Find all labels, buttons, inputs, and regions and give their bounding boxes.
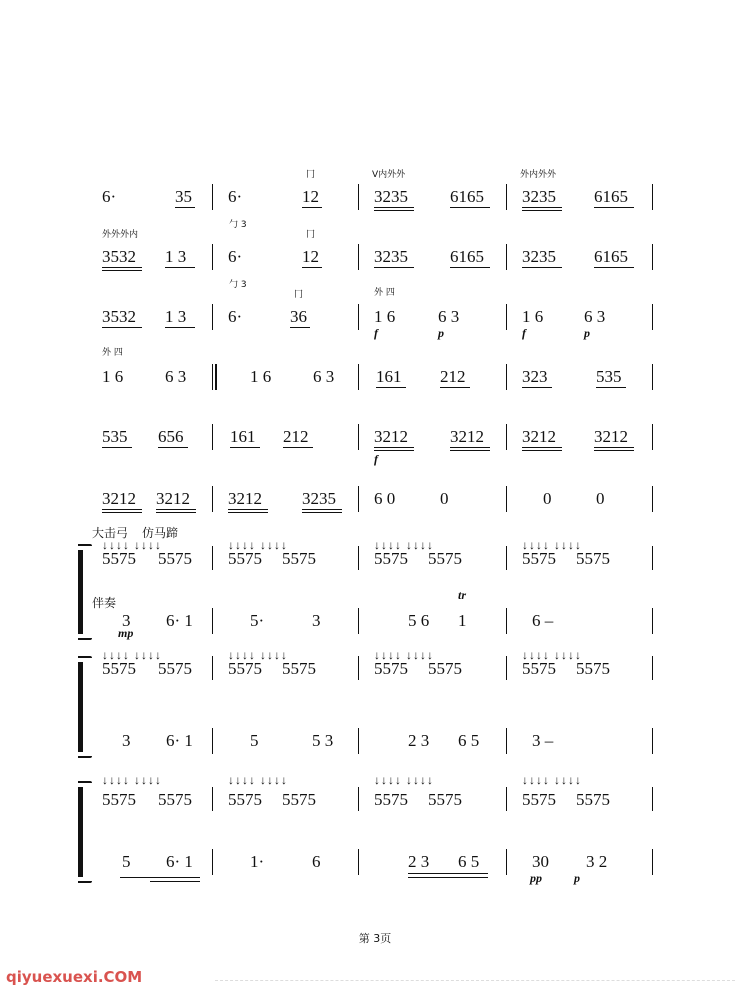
underline bbox=[230, 447, 260, 448]
underline bbox=[302, 509, 342, 510]
score-row-1 bbox=[0, 170, 750, 210]
barline bbox=[212, 656, 213, 680]
underline bbox=[594, 450, 634, 451]
barline bbox=[506, 364, 507, 390]
note: 6 3 bbox=[165, 367, 187, 386]
melody-note: 6 – bbox=[532, 611, 554, 630]
barline bbox=[358, 364, 359, 390]
note: 0 bbox=[440, 489, 449, 508]
barline bbox=[652, 728, 653, 754]
percussion-note: 5575 bbox=[102, 549, 136, 568]
technique-mark: 勹 3 bbox=[229, 280, 247, 290]
barline bbox=[212, 184, 213, 210]
barline bbox=[652, 304, 653, 330]
melody-note: 6 5 bbox=[458, 852, 480, 871]
underline bbox=[374, 207, 414, 208]
melody-note: 5 bbox=[250, 731, 259, 750]
melody-note: 2 3 bbox=[408, 731, 430, 750]
barline bbox=[358, 656, 359, 680]
watermark: qiyuexuexi.COM bbox=[6, 968, 143, 986]
barline bbox=[212, 424, 213, 450]
bow-mark: 冂 bbox=[306, 170, 316, 180]
percussion-arrows: ↓↓↓↓ ↓↓↓↓ bbox=[374, 648, 434, 662]
barline bbox=[652, 364, 653, 390]
barline bbox=[358, 728, 359, 754]
melody-note: 5 bbox=[122, 852, 131, 871]
score-row-3 bbox=[0, 280, 750, 340]
note: 212 bbox=[283, 427, 309, 446]
barline bbox=[212, 304, 213, 330]
barline bbox=[358, 608, 359, 634]
percussion-note: 5575 bbox=[374, 549, 408, 568]
dynamic-mark: f bbox=[522, 326, 526, 340]
percussion-note: 5575 bbox=[576, 659, 610, 678]
percussion-arrows: ↓↓↓↓ ↓↓↓↓ bbox=[228, 773, 288, 787]
note: 6· bbox=[228, 307, 243, 326]
note: 3235 bbox=[522, 187, 556, 206]
percussion-note: 5575 bbox=[102, 790, 136, 809]
technique-mark: 外 四 bbox=[374, 288, 395, 298]
bow-mark: 冂 bbox=[294, 290, 304, 300]
score-row-6 bbox=[0, 472, 750, 517]
barline bbox=[506, 608, 507, 634]
underline bbox=[408, 873, 488, 874]
underline bbox=[596, 387, 626, 388]
barline bbox=[212, 486, 213, 512]
underline bbox=[374, 450, 414, 451]
underline bbox=[374, 267, 414, 268]
note: 656 bbox=[158, 427, 184, 446]
note: 535 bbox=[596, 367, 622, 386]
crescendo-line bbox=[150, 881, 200, 882]
note: 1 6 bbox=[374, 307, 396, 326]
percussion-note: 5575 bbox=[522, 790, 556, 809]
barline bbox=[652, 546, 653, 570]
note: 3235 bbox=[522, 247, 556, 266]
underline bbox=[374, 447, 414, 448]
note: 3212 bbox=[374, 427, 408, 446]
underline bbox=[522, 207, 562, 208]
note: 3212 bbox=[522, 427, 556, 446]
barline bbox=[358, 304, 359, 330]
ensemble-system-2 bbox=[0, 640, 750, 760]
note: 6165 bbox=[450, 187, 484, 206]
underline bbox=[165, 327, 195, 328]
watermark-rule bbox=[215, 980, 735, 981]
percussion-arrows: ↓↓↓↓ ↓↓↓↓ bbox=[102, 773, 162, 787]
technique-mark: 外内外外 bbox=[520, 170, 557, 180]
percussion-note: 5575 bbox=[158, 549, 192, 568]
note: 6 3 bbox=[438, 307, 460, 326]
barline bbox=[358, 184, 359, 210]
percussion-arrows: ↓↓↓↓ ↓↓↓↓ bbox=[228, 648, 288, 662]
note: 3532 bbox=[102, 307, 136, 326]
percussion-note: 5575 bbox=[428, 659, 462, 678]
barline bbox=[212, 244, 213, 270]
technique-mark: 勹 3 bbox=[229, 220, 247, 230]
dynamic-mark: pp bbox=[530, 871, 542, 885]
note: 1 3 bbox=[165, 307, 187, 326]
barline bbox=[652, 244, 653, 270]
note: 161 bbox=[376, 367, 402, 386]
system-brace bbox=[78, 550, 83, 634]
score-row-5 bbox=[0, 410, 750, 466]
barline bbox=[212, 728, 213, 754]
technique-mark: 外外外内 bbox=[102, 230, 139, 240]
underline bbox=[156, 512, 196, 513]
underline bbox=[450, 207, 490, 208]
percussion-note: 5575 bbox=[228, 790, 262, 809]
percussion-note: 5575 bbox=[102, 659, 136, 678]
accompaniment-label: 伴奏 bbox=[92, 596, 117, 610]
percussion-arrows: ↓↓↓↓ ↓↓↓↓ bbox=[522, 538, 582, 552]
underline bbox=[102, 512, 142, 513]
underline bbox=[102, 270, 142, 271]
barline bbox=[358, 244, 359, 270]
note: 6· bbox=[228, 187, 243, 206]
system-brace bbox=[78, 787, 83, 877]
dynamic-mark: p bbox=[438, 326, 444, 340]
barline bbox=[652, 787, 653, 811]
underline bbox=[522, 447, 562, 448]
note: 0 bbox=[543, 489, 552, 508]
barline bbox=[212, 787, 213, 811]
barline bbox=[652, 849, 653, 875]
barline bbox=[212, 546, 213, 570]
note: 12 bbox=[302, 247, 319, 266]
barline bbox=[506, 787, 507, 811]
melody-note: 6· 1 bbox=[166, 731, 193, 750]
underline bbox=[374, 210, 414, 211]
percussion-label: 大击弓 bbox=[92, 526, 129, 540]
barline bbox=[358, 787, 359, 811]
dynamic-mark: f bbox=[374, 326, 378, 340]
barline bbox=[652, 184, 653, 210]
percussion-arrows: ↓↓↓↓ ↓↓↓↓ bbox=[522, 648, 582, 662]
percussion-arrows: ↓↓↓↓ ↓↓↓↓ bbox=[102, 648, 162, 662]
percussion-note: 5575 bbox=[374, 659, 408, 678]
dynamic-mark: f bbox=[374, 452, 378, 466]
note: 1 6 bbox=[522, 307, 544, 326]
barline bbox=[652, 608, 653, 634]
underline bbox=[228, 512, 268, 513]
underline bbox=[450, 267, 490, 268]
underline bbox=[156, 509, 196, 510]
note: 1 3 bbox=[165, 247, 187, 266]
barline bbox=[506, 304, 507, 330]
melody-note: 5 3 bbox=[312, 731, 334, 750]
barline bbox=[358, 849, 359, 875]
barline bbox=[506, 546, 507, 570]
note: 323 bbox=[522, 367, 548, 386]
underline bbox=[594, 267, 634, 268]
technique-mark: V内外外 bbox=[372, 170, 406, 180]
underline bbox=[283, 447, 313, 448]
barline bbox=[358, 546, 359, 570]
bow-mark: 冂 bbox=[306, 230, 316, 240]
percussion-note: 5575 bbox=[522, 549, 556, 568]
note: 12 bbox=[302, 187, 319, 206]
barline bbox=[212, 849, 213, 875]
system-brace bbox=[78, 662, 83, 752]
note: 36 bbox=[290, 307, 307, 326]
barline bbox=[358, 486, 359, 512]
underline bbox=[302, 267, 322, 268]
note: 35 bbox=[175, 187, 192, 206]
underline bbox=[290, 327, 310, 328]
percussion-arrows: ↓↓↓↓ ↓↓↓↓ bbox=[102, 538, 162, 552]
page-number: 第 3页 bbox=[358, 932, 392, 945]
melody-note: 5 6 bbox=[408, 611, 430, 630]
underline bbox=[594, 207, 634, 208]
dynamic-mark: mp bbox=[118, 626, 134, 640]
barline bbox=[506, 849, 507, 875]
melody-note: 1 bbox=[458, 611, 467, 630]
note: 6165 bbox=[594, 187, 628, 206]
barline bbox=[212, 608, 213, 634]
percussion-arrows: ↓↓↓↓ ↓↓↓↓ bbox=[522, 773, 582, 787]
double-barline bbox=[212, 364, 217, 390]
underline bbox=[450, 447, 490, 448]
melody-note: 5· bbox=[250, 611, 265, 630]
note: 212 bbox=[440, 367, 466, 386]
percussion-note: 5575 bbox=[522, 659, 556, 678]
percussion-arrows: ↓↓↓↓ ↓↓↓↓ bbox=[374, 538, 434, 552]
melody-note: 6· 1 bbox=[166, 611, 193, 630]
crescendo-line bbox=[120, 877, 200, 878]
ensemble-system-3 bbox=[0, 765, 750, 890]
note: 6 3 bbox=[584, 307, 606, 326]
barline bbox=[506, 244, 507, 270]
percussion-note: 5575 bbox=[228, 549, 262, 568]
barline bbox=[506, 184, 507, 210]
percussion-arrows: ↓↓↓↓ ↓↓↓↓ bbox=[228, 538, 288, 552]
score-row-4 bbox=[0, 350, 750, 395]
underline bbox=[228, 509, 268, 510]
percussion-note: 5575 bbox=[282, 549, 316, 568]
barline bbox=[358, 424, 359, 450]
note: 6· bbox=[228, 247, 243, 266]
underline bbox=[522, 387, 552, 388]
percussion-note: 5575 bbox=[576, 549, 610, 568]
percussion-note: 5575 bbox=[158, 659, 192, 678]
barline bbox=[652, 486, 653, 512]
melody-note: 6 5 bbox=[458, 731, 480, 750]
score-row-2 bbox=[0, 220, 750, 272]
underline bbox=[102, 327, 142, 328]
barline bbox=[506, 656, 507, 680]
dynamic-mark: p bbox=[584, 326, 590, 340]
note: 3532 bbox=[102, 247, 136, 266]
percussion-note: 5575 bbox=[158, 790, 192, 809]
underline bbox=[376, 387, 406, 388]
underline bbox=[302, 512, 342, 513]
note: 6 0 bbox=[374, 489, 396, 508]
melody-note: 3 bbox=[122, 731, 131, 750]
barline bbox=[652, 424, 653, 450]
percussion-note: 5575 bbox=[428, 790, 462, 809]
percussion-note: 5575 bbox=[374, 790, 408, 809]
barline bbox=[506, 486, 507, 512]
melody-note: 3 bbox=[122, 611, 131, 630]
note: 161 bbox=[230, 427, 256, 446]
note: 6165 bbox=[594, 247, 628, 266]
melody-note: 3 – bbox=[532, 731, 554, 750]
underline bbox=[440, 387, 470, 388]
note: 1 6 bbox=[102, 367, 124, 386]
underline bbox=[522, 210, 562, 211]
melody-note: 6· 1 bbox=[166, 852, 193, 871]
melody-note: 30 bbox=[532, 852, 549, 871]
melody-note: 3 2 bbox=[586, 852, 608, 871]
note: 1 6 bbox=[250, 367, 272, 386]
note: 3212 bbox=[228, 489, 262, 508]
note: 6 3 bbox=[313, 367, 335, 386]
note: 6165 bbox=[450, 247, 484, 266]
note: 3235 bbox=[302, 489, 336, 508]
underline bbox=[594, 447, 634, 448]
note: 3235 bbox=[374, 187, 408, 206]
trill-mark: tr bbox=[458, 588, 467, 602]
barline bbox=[506, 424, 507, 450]
note: 3212 bbox=[102, 489, 136, 508]
underline bbox=[522, 450, 562, 451]
percussion-note: 5575 bbox=[428, 549, 462, 568]
note: 6· bbox=[102, 187, 117, 206]
technique-mark: 外 四 bbox=[102, 348, 123, 358]
melody-note: 6 bbox=[312, 852, 321, 871]
underline bbox=[102, 509, 142, 510]
percussion-note: 5575 bbox=[282, 790, 316, 809]
percussion-note: 5575 bbox=[282, 659, 316, 678]
percussion-note: 5575 bbox=[576, 790, 610, 809]
note: 3212 bbox=[594, 427, 628, 446]
melody-note: 3 bbox=[312, 611, 321, 630]
percussion-label: 仿马蹄 bbox=[142, 526, 179, 540]
underline bbox=[102, 267, 142, 268]
underline bbox=[450, 450, 490, 451]
underline bbox=[102, 447, 132, 448]
ensemble-system-1 bbox=[0, 520, 750, 640]
barline bbox=[652, 656, 653, 680]
note: 0 bbox=[596, 489, 605, 508]
melody-note: 2 3 bbox=[408, 852, 430, 871]
percussion-arrows: ↓↓↓↓ ↓↓↓↓ bbox=[374, 773, 434, 787]
underline bbox=[522, 267, 562, 268]
underline bbox=[175, 207, 195, 208]
note: 535 bbox=[102, 427, 128, 446]
note: 3212 bbox=[156, 489, 190, 508]
percussion-note: 5575 bbox=[228, 659, 262, 678]
underline bbox=[165, 267, 195, 268]
underline bbox=[302, 207, 322, 208]
melody-note: 1· bbox=[250, 852, 265, 871]
dynamic-mark: p bbox=[574, 871, 580, 885]
note: 3235 bbox=[374, 247, 408, 266]
underline bbox=[158, 447, 188, 448]
note: 3212 bbox=[450, 427, 484, 446]
barline bbox=[506, 728, 507, 754]
underline bbox=[408, 877, 488, 878]
